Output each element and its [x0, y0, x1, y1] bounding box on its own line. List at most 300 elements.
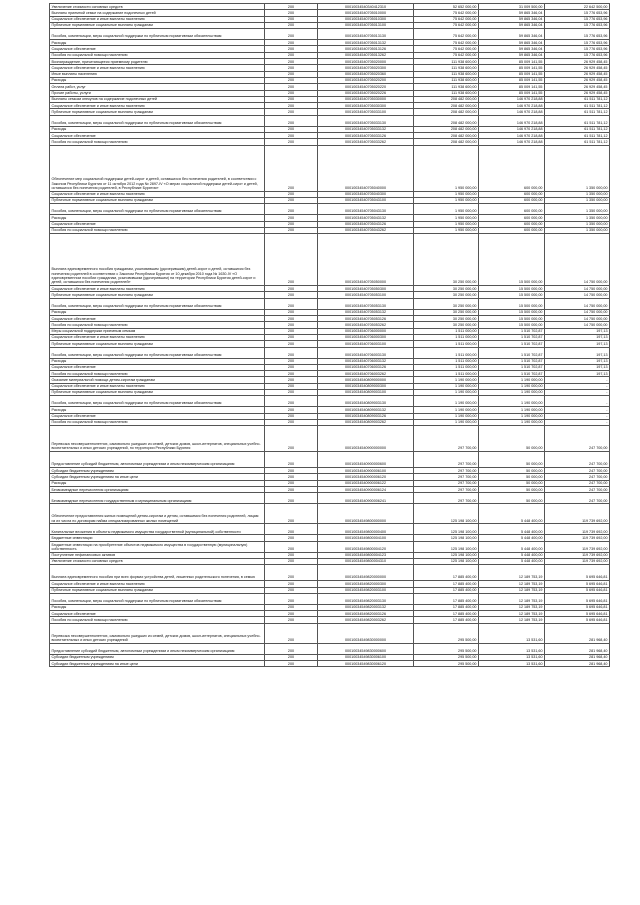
row-approved-amount-cell: 17 885 400,00 — [414, 581, 479, 587]
row-code-cell: 200 — [265, 426, 318, 452]
row-name-cell: Публичные нормативные социальные выплаты гражданам — [50, 22, 265, 28]
row-classification-cell: 00010034540705050300 — [318, 286, 414, 292]
row-classification-cell: 00010034540900006241 — [318, 493, 414, 504]
row-code-cell: 200 — [265, 383, 318, 389]
row-classification-cell: 00010034549820003132 — [318, 604, 414, 610]
row-unexecuted-amount-cell: 281 968,40 — [545, 623, 610, 643]
row-executed-amount-cell: 13 531,60 — [479, 623, 545, 643]
row-unexecuted-amount-cell: 15 776 653,96 — [545, 22, 610, 28]
row-name-cell: Социальное обеспечение и иные выплаты населению — [50, 16, 265, 22]
row-executed-amount-cell: 13 531,60 — [479, 654, 545, 660]
table-row — [50, 643, 610, 654]
row-classification-cell: 00010034549820003130 — [318, 593, 414, 604]
row-name-cell: Расходы — [50, 480, 265, 486]
row-unexecuted-amount-cell: 1 350 000,00 — [545, 227, 610, 233]
row-name-cell: Социальное обеспечение и иные выплаты населению — [50, 581, 265, 587]
row-executed-amount-cell: 15 500 000,00 — [479, 309, 545, 315]
row-name-cell: Перевозка несовершеннолетних, самовольно ушедших из семей, детских домов, школ-интернатов, специальных учебно-воспитательных и иных детских учреждений, по территории Республики Бурятия — [50, 426, 265, 452]
row-unexecuted-amount-cell: 14 750 000,00 — [545, 322, 610, 328]
row-approved-amount-cell: 125 198 100,00 — [414, 541, 479, 552]
row-executed-amount-cell: 600 000,00 — [479, 221, 545, 227]
row-name-cell: Пособия, компенсации, меры социальной поддержки по публичным нормативным обязательствам — [50, 204, 265, 215]
row-name-cell: Расходы — [50, 77, 265, 83]
row-approved-amount-cell: 297 700,00 — [414, 493, 479, 504]
row-executed-amount-cell: 5 448 400,00 — [479, 552, 545, 558]
row-name-cell: Субсидии бюджетным учреждениям — [50, 468, 265, 474]
row-name-cell: Пособия по социальной помощи населению — [50, 419, 265, 425]
row-code-cell: 200 — [265, 617, 318, 623]
table-row — [50, 565, 610, 581]
row-unexecuted-amount-cell: 15 776 653,96 — [545, 10, 610, 16]
row-name-cell: Пособия по социальной помощи населению — [50, 371, 265, 377]
row-executed-amount-cell: 50 000,00 — [479, 480, 545, 486]
row-approved-amount-cell: 1 190 000,00 — [414, 396, 479, 407]
row-name-cell: Бюджетные инвестиции — [50, 535, 265, 541]
row-executed-amount-cell: 1 190 000,00 — [479, 383, 545, 389]
row-classification-cell: 00010034540705040300 — [318, 191, 414, 197]
row-unexecuted-amount-cell: 247 700,00 — [545, 480, 610, 486]
row-classification-cell: 00010034540706003100 — [318, 341, 414, 347]
row-approved-amount-cell: 208 482 000,00 — [414, 139, 479, 145]
row-classification-cell: 00010034540900006100 — [318, 468, 414, 474]
row-unexecuted-amount-cell: 247 700,00 — [545, 452, 610, 468]
row-executed-amount-cell: 50 000,00 — [479, 474, 545, 480]
row-approved-amount-cell: 17 885 400,00 — [414, 604, 479, 610]
row-approved-amount-cell: 1 511 000,00 — [414, 334, 479, 340]
row-code-cell: 200 — [265, 419, 318, 425]
row-unexecuted-amount-cell: 26 929 458,45 — [545, 65, 610, 71]
row-name-cell: Расходы — [50, 407, 265, 413]
row-approved-amount-cell: 208 482 000,00 — [414, 115, 479, 126]
row-executed-amount-cell: 59 865 346,04 — [479, 10, 545, 16]
row-approved-amount-cell: 17 885 400,00 — [414, 611, 479, 617]
row-name-cell: Увеличение стоимости основных средств — [50, 4, 265, 10]
row-approved-amount-cell: 297 700,00 — [414, 487, 479, 493]
row-approved-amount-cell: 208 482 000,00 — [414, 103, 479, 109]
row-executed-amount-cell: 59 865 346,04 — [479, 22, 545, 28]
row-approved-amount-cell: 75 642 000,00 — [414, 10, 479, 16]
row-classification-cell: 00010034549830000000 — [318, 623, 414, 643]
row-code-cell: 200 — [265, 558, 318, 564]
row-name-cell: Социальное обеспечение — [50, 133, 265, 139]
row-executed-amount-cell: 1 510 702,87 — [479, 364, 545, 370]
row-unexecuted-amount-cell: 197,13 — [545, 341, 610, 347]
row-code-cell: 200 — [265, 565, 318, 581]
row-code-cell: 200 — [265, 71, 318, 77]
row-code-cell: 200 — [265, 552, 318, 558]
row-code-cell: 200 — [265, 227, 318, 233]
row-classification-cell: 00010034540705043130 — [318, 204, 414, 215]
row-unexecuted-amount-cell: - — [545, 419, 610, 425]
row-name-cell: Прочие работы, услуги — [50, 90, 265, 96]
row-classification-cell: 00010034549800004310 — [318, 558, 414, 564]
row-approved-amount-cell: 297 700,00 — [414, 474, 479, 480]
row-unexecuted-amount-cell: 119 739 692,00 — [545, 552, 610, 558]
row-approved-amount-cell: 111 938 600,00 — [414, 84, 479, 90]
row-classification-cell: 00010034549800000000 — [318, 504, 414, 524]
row-executed-amount-cell: 146 970 218,88 — [479, 139, 545, 145]
row-unexecuted-amount-cell: 14 750 000,00 — [545, 292, 610, 298]
row-executed-amount-cell: 15 500 000,00 — [479, 322, 545, 328]
row-name-cell: Перевозка несовершеннолетних, самовольно ушедших из семей, детских домов, школ-интернатов, специальных учебно-воспитательных и иных детских учреждений — [50, 623, 265, 643]
row-code-cell: 200 — [265, 109, 318, 115]
row-classification-cell: 00010034540706000000 — [318, 328, 414, 334]
row-executed-amount-cell: 146 970 218,88 — [479, 103, 545, 109]
row-executed-amount-cell: 50 000,00 — [479, 468, 545, 474]
row-code-cell: 200 — [265, 581, 318, 587]
row-unexecuted-amount-cell: 247 700,00 — [545, 468, 610, 474]
row-code-cell: 200 — [265, 480, 318, 486]
row-name-cell: Пособия по социальной помощи населению — [50, 139, 265, 145]
row-approved-amount-cell: 17 885 400,00 — [414, 617, 479, 623]
table-row — [50, 504, 610, 524]
table-row — [50, 145, 610, 191]
row-code-cell: 200 — [265, 643, 318, 654]
row-name-cell: Пособия по социальной помощи населению — [50, 617, 265, 623]
row-executed-amount-cell: 15 500 000,00 — [479, 286, 545, 292]
row-code-cell: 200 — [265, 604, 318, 610]
row-classification-cell: 00010034549830000600 — [318, 643, 414, 654]
row-executed-amount-cell: 600 000,00 — [479, 215, 545, 221]
row-name-cell: Расходы — [50, 126, 265, 132]
row-unexecuted-amount-cell: 61 511 781,12 — [545, 115, 610, 126]
row-name-cell: Социальное обеспечение и иные выплаты населению — [50, 334, 265, 340]
row-unexecuted-amount-cell: 26 929 458,45 — [545, 90, 610, 96]
table-row — [50, 623, 610, 643]
row-approved-amount-cell: 75 642 000,00 — [414, 40, 479, 46]
row-classification-cell: 00010034540705053262 — [318, 322, 414, 328]
row-code-cell: 200 — [265, 221, 318, 227]
row-name-cell: Социальное обеспечение и иные выплаты населению — [50, 191, 265, 197]
row-classification-cell: 00010034540705053100 — [318, 292, 414, 298]
row-name-cell: Социальное обеспечение и иные выплаты населению — [50, 103, 265, 109]
row-executed-amount-cell: 50 000,00 — [479, 452, 545, 468]
row-approved-amount-cell: 30 250 000,00 — [414, 298, 479, 309]
row-classification-cell: 00010034540706000300 — [318, 334, 414, 340]
row-name-cell: Субсидии бюджетным учреждениям — [50, 654, 265, 660]
row-unexecuted-amount-cell: 1 350 000,00 — [545, 191, 610, 197]
row-unexecuted-amount-cell: 247 700,00 — [545, 426, 610, 452]
row-executed-amount-cell: 146 970 218,88 — [479, 126, 545, 132]
row-classification-cell: 00010034549800004120 — [318, 541, 414, 552]
row-executed-amount-cell: 59 865 346,04 — [479, 16, 545, 22]
row-code-cell: 200 — [265, 377, 318, 383]
row-approved-amount-cell: 1 190 000,00 — [414, 389, 479, 395]
row-code-cell: 200 — [265, 40, 318, 46]
row-classification-cell: 00010034540705020226 — [318, 90, 414, 96]
row-code-cell: 200 — [265, 347, 318, 358]
row-unexecuted-amount-cell: 5 695 646,81 — [545, 617, 610, 623]
row-code-cell: 200 — [265, 145, 318, 191]
row-classification-cell: 00010034549830006120 — [318, 661, 414, 667]
row-classification-cell: 00010034549800004100 — [318, 535, 414, 541]
row-name-cell: Публичные нормативные социальные выплаты гражданам — [50, 292, 265, 298]
row-approved-amount-cell: 1 511 000,00 — [414, 364, 479, 370]
row-approved-amount-cell: 1 511 000,00 — [414, 371, 479, 377]
row-name-cell: Выплаты приемной семье на содержание подопечных детей — [50, 10, 265, 16]
row-executed-amount-cell: 12 189 753,19 — [479, 581, 545, 587]
row-unexecuted-amount-cell: 26 929 458,45 — [545, 71, 610, 77]
row-classification-cell: 00010034540705020300 — [318, 65, 414, 71]
row-executed-amount-cell: 600 000,00 — [479, 145, 545, 191]
row-name-cell: Поступление нефинансовых активов — [50, 552, 265, 558]
row-approved-amount-cell: 17 885 400,00 — [414, 587, 479, 593]
row-executed-amount-cell: 13 531,60 — [479, 643, 545, 654]
row-code-cell: 200 — [265, 204, 318, 215]
row-classification-cell: 00010034540705013130 — [318, 29, 414, 40]
row-classification-cell: 00010034540705010300 — [318, 16, 414, 22]
row-code-cell: 200 — [265, 191, 318, 197]
row-executed-amount-cell: 15 500 000,00 — [479, 234, 545, 286]
row-name-cell: Социальное обеспечение и иные выплаты населению — [50, 286, 265, 292]
row-name-cell: Публичные нормативные социальные выплаты гражданам — [50, 587, 265, 593]
row-classification-cell: 00010034540705020360 — [318, 71, 414, 77]
row-executed-amount-cell: 1 510 702,87 — [479, 347, 545, 358]
row-unexecuted-amount-cell: 197,13 — [545, 328, 610, 334]
row-name-cell: Оказание материальной помощи детям-сиротам гражданам — [50, 377, 265, 383]
row-classification-cell: 00010034549830006100 — [318, 654, 414, 660]
row-name-cell: Социальное обеспечение — [50, 413, 265, 419]
row-executed-amount-cell: 15 500 000,00 — [479, 298, 545, 309]
row-name-cell: Иные выплаты населению — [50, 71, 265, 77]
row-approved-amount-cell: 125 198 100,00 — [414, 504, 479, 524]
row-code-cell: 200 — [265, 611, 318, 617]
table-row — [50, 493, 610, 504]
row-classification-cell: 00010034540705013126 — [318, 46, 414, 52]
row-name-cell: Пособия по социальной помощи населению — [50, 52, 265, 58]
row-approved-amount-cell: 125 198 100,00 — [414, 558, 479, 564]
row-code-cell: 200 — [265, 452, 318, 468]
row-code-cell: 200 — [265, 341, 318, 347]
row-unexecuted-amount-cell: 14 750 000,00 — [545, 316, 610, 322]
row-unexecuted-amount-cell: 26 929 458,45 — [545, 84, 610, 90]
row-unexecuted-amount-cell: 5 695 646,81 — [545, 587, 610, 593]
row-name-cell: Расходы — [50, 358, 265, 364]
row-approved-amount-cell: 295 500,00 — [414, 661, 479, 667]
row-classification-cell: 00010034540705030300 — [318, 103, 414, 109]
row-classification-cell: 00010034540705033262 — [318, 139, 414, 145]
row-code-cell: 200 — [265, 96, 318, 102]
row-executed-amount-cell: 59 865 346,04 — [479, 29, 545, 40]
table-row — [50, 426, 610, 452]
table-row — [50, 298, 610, 309]
row-classification-cell: 00010034540705020200 — [318, 77, 414, 83]
row-code-cell: 200 — [265, 661, 318, 667]
row-name-cell: Пособия по социальной помощи населению — [50, 322, 265, 328]
row-code-cell: 200 — [265, 468, 318, 474]
row-executed-amount-cell: 59 865 346,04 — [479, 40, 545, 46]
row-approved-amount-cell: 75 642 000,00 — [414, 16, 479, 22]
row-classification-cell: 00010034549820003126 — [318, 611, 414, 617]
row-unexecuted-amount-cell: 197,13 — [545, 334, 610, 340]
row-name-cell: Выплата единовременного пособия гражданам, усыновившим (удочерившим) детей-сирот и детей, оставшихся без попечения родителей в соответствии с Законом Республики Бурятия от 10 декабря 2010 года № 1630-IV «О единовременном пособии гражданам, усыновившим (удочерившим) на территории Республики Бурятия детей-сирот и детей, оставшихся без попечения родителей» — [50, 234, 265, 286]
row-unexecuted-amount-cell: - — [545, 396, 610, 407]
row-unexecuted-amount-cell: 119 739 692,00 — [545, 541, 610, 552]
row-code-cell: 200 — [265, 197, 318, 203]
row-classification-cell: 00010034540706003262 — [318, 371, 414, 377]
row-name-cell: Публичные нормативные социальные выплаты гражданам — [50, 389, 265, 395]
row-unexecuted-amount-cell: 247 700,00 — [545, 474, 610, 480]
row-code-cell: 200 — [265, 334, 318, 340]
row-code-cell: 200 — [265, 103, 318, 109]
row-unexecuted-amount-cell: 14 750 000,00 — [545, 286, 610, 292]
row-executed-amount-cell: 1 190 000,00 — [479, 413, 545, 419]
row-classification-cell: 00010034540705013262 — [318, 52, 414, 58]
row-classification-cell: 00010034540900006122 — [318, 480, 414, 486]
row-code-cell: 200 — [265, 407, 318, 413]
row-code-cell: 200 — [265, 593, 318, 604]
row-code-cell: 200 — [265, 126, 318, 132]
row-classification-cell: 00010034540809000000 — [318, 377, 414, 383]
row-name-cell: Расходы — [50, 215, 265, 221]
row-executed-amount-cell: 12 189 753,19 — [479, 587, 545, 593]
row-unexecuted-amount-cell: 14 750 000,00 — [545, 298, 610, 309]
row-code-cell: 200 — [265, 65, 318, 71]
row-executed-amount-cell: 85 009 141,55 — [479, 65, 545, 71]
row-code-cell: 200 — [265, 286, 318, 292]
row-unexecuted-amount-cell: 281 968,40 — [545, 654, 610, 660]
row-approved-amount-cell: 125 198 100,00 — [414, 535, 479, 541]
row-unexecuted-amount-cell: 5 695 646,81 — [545, 565, 610, 581]
row-unexecuted-amount-cell: 15 776 653,96 — [545, 52, 610, 58]
row-approved-amount-cell: 30 250 000,00 — [414, 316, 479, 322]
row-executed-amount-cell: 5 448 400,00 — [479, 558, 545, 564]
row-code-cell: 200 — [265, 474, 318, 480]
row-classification-cell: 00010034540705033130 — [318, 115, 414, 126]
row-unexecuted-amount-cell: 197,13 — [545, 364, 610, 370]
row-code-cell: 200 — [265, 396, 318, 407]
row-classification-cell: 00010034549800000400 — [318, 524, 414, 535]
row-approved-amount-cell: 1 950 000,00 — [414, 215, 479, 221]
row-name-cell: Социальное обеспечение — [50, 364, 265, 370]
row-classification-cell: 00010034540706003132 — [318, 358, 414, 364]
row-name-cell: Социальное обеспечение — [50, 46, 265, 52]
row-name-cell: Пособия, компенсации, меры социальной поддержки по публичным нормативным обязательствам — [50, 396, 265, 407]
row-unexecuted-amount-cell: 1 350 000,00 — [545, 197, 610, 203]
row-executed-amount-cell: 1 190 000,00 — [479, 419, 545, 425]
row-name-cell: Социальное обеспечение и иные выплаты населению — [50, 383, 265, 389]
table-row — [50, 593, 610, 604]
row-classification-cell: 00010034540705043126 — [318, 221, 414, 227]
row-code-cell: 200 — [265, 504, 318, 524]
row-classification-cell: 00010034540340412310 — [318, 4, 414, 10]
row-approved-amount-cell: 297 700,00 — [414, 452, 479, 468]
row-executed-amount-cell: 5 448 400,00 — [479, 535, 545, 541]
row-code-cell: 200 — [265, 215, 318, 221]
row-executed-amount-cell: 50 000,00 — [479, 426, 545, 452]
row-executed-amount-cell: 600 000,00 — [479, 227, 545, 233]
row-classification-cell: 00010034549820000000 — [318, 565, 414, 581]
row-name-cell: Обеспечение мер социальной поддержки детей-сирот и детей, оставшихся без попечения родителей, в соответствии с Законом Республики Бурятия от 11 октября 2012 года № 2897-IV «О мерах социальной поддержки детей-сирот и детей, оставшихся без попечения родителей, в Республике Бурятия» — [50, 145, 265, 191]
row-executed-amount-cell: 5 448 400,00 — [479, 541, 545, 552]
row-unexecuted-amount-cell: 15 776 653,96 — [545, 46, 610, 52]
row-executed-amount-cell: 1 510 702,87 — [479, 371, 545, 377]
row-classification-cell: 00010034540900006124 — [318, 487, 414, 493]
row-unexecuted-amount-cell: 22 642 500,00 — [545, 4, 610, 10]
row-executed-amount-cell: 85 009 141,55 — [479, 59, 545, 65]
row-unexecuted-amount-cell: 15 776 653,96 — [545, 29, 610, 40]
row-approved-amount-cell: 75 642 000,00 — [414, 22, 479, 28]
row-classification-cell: 00010034540809003132 — [318, 407, 414, 413]
row-unexecuted-amount-cell: 61 511 781,12 — [545, 126, 610, 132]
row-name-cell: Социальное обеспечение — [50, 221, 265, 227]
row-approved-amount-cell: 75 642 000,00 — [414, 29, 479, 40]
row-unexecuted-amount-cell: 197,13 — [545, 347, 610, 358]
row-unexecuted-amount-cell: 247 700,00 — [545, 493, 610, 504]
row-executed-amount-cell: 31 009 500,00 — [479, 4, 545, 10]
row-name-cell: Капитальные вложения в объекты недвижимого имущества государственной (муниципальной) собственности — [50, 524, 265, 535]
row-executed-amount-cell: 1 510 702,87 — [479, 358, 545, 364]
row-code-cell: 200 — [265, 654, 318, 660]
row-executed-amount-cell: 13 531,60 — [479, 661, 545, 667]
row-code-cell: 200 — [265, 535, 318, 541]
row-unexecuted-amount-cell: 61 511 781,12 — [545, 96, 610, 102]
row-unexecuted-amount-cell: 119 739 692,00 — [545, 504, 610, 524]
row-approved-amount-cell: 30 250 000,00 — [414, 286, 479, 292]
row-code-cell: 200 — [265, 322, 318, 328]
budget-execution-table — [49, 3, 610, 667]
row-code-cell: 200 — [265, 22, 318, 28]
row-code-cell: 200 — [265, 29, 318, 40]
row-code-cell: 200 — [265, 413, 318, 419]
row-approved-amount-cell: 111 938 600,00 — [414, 90, 479, 96]
row-unexecuted-amount-cell: 61 511 781,12 — [545, 133, 610, 139]
row-approved-amount-cell: 111 938 600,00 — [414, 71, 479, 77]
row-approved-amount-cell: 208 482 000,00 — [414, 133, 479, 139]
row-approved-amount-cell: 30 250 000,00 — [414, 234, 479, 286]
row-name-cell: Выплаты семьям опекунов на содержание подопечных детей — [50, 96, 265, 102]
row-unexecuted-amount-cell: 5 695 646,81 — [545, 604, 610, 610]
row-code-cell: 200 — [265, 541, 318, 552]
row-executed-amount-cell: 12 189 753,19 — [479, 617, 545, 623]
row-unexecuted-amount-cell: 61 511 781,12 — [545, 103, 610, 109]
row-approved-amount-cell: 1 950 000,00 — [414, 204, 479, 215]
row-approved-amount-cell: 30 250 000,00 — [414, 309, 479, 315]
row-executed-amount-cell: 146 970 218,88 — [479, 133, 545, 139]
row-classification-cell: 00010034540706003126 — [318, 364, 414, 370]
row-executed-amount-cell: 146 970 218,88 — [479, 115, 545, 126]
row-executed-amount-cell: 600 000,00 — [479, 197, 545, 203]
row-name-cell: Обеспечение предоставления жилых помещений детям-сиротам и детям, оставшимся без попечения родителей, лицам из их числа по договорам найма специализированных жилых помещений — [50, 504, 265, 524]
row-name-cell: Безвозмездные перечисления организациям — [50, 487, 265, 493]
row-name-cell: Расходы — [50, 40, 265, 46]
row-classification-cell: 00010034540900000600 — [318, 452, 414, 468]
row-name-cell: Пособия, компенсации, меры социальной поддержки по публичным нормативным обязательствам — [50, 29, 265, 40]
row-approved-amount-cell: 75 642 000,00 — [414, 52, 479, 58]
table-row — [50, 661, 610, 667]
row-code-cell: 200 — [265, 298, 318, 309]
row-code-cell: 200 — [265, 46, 318, 52]
row-classification-cell: 00010034540705020000 — [318, 59, 414, 65]
table-row — [50, 396, 610, 407]
row-unexecuted-amount-cell: 14 750 000,00 — [545, 234, 610, 286]
row-classification-cell: 00010034540809003130 — [318, 396, 414, 407]
row-name-cell: Вознаграждение, причитающееся приемному родителю — [50, 59, 265, 65]
row-executed-amount-cell: 50 000,00 — [479, 493, 545, 504]
row-name-cell: Пособия по социальной помощи населению — [50, 227, 265, 233]
row-executed-amount-cell: 15 500 000,00 — [479, 316, 545, 322]
row-name-cell: Социальное обеспечение — [50, 316, 265, 322]
row-code-cell: 200 — [265, 59, 318, 65]
row-unexecuted-amount-cell: - — [545, 413, 610, 419]
row-unexecuted-amount-cell: 119 739 692,00 — [545, 558, 610, 564]
row-name-cell: Увеличение стоимости основных средств — [50, 558, 265, 564]
row-unexecuted-amount-cell: 15 776 653,96 — [545, 16, 610, 22]
table-row — [50, 115, 610, 126]
row-executed-amount-cell: 5 448 400,00 — [479, 524, 545, 535]
row-name-cell: Предоставление субсидий бюджетным, автономным учреждениям и иным некоммерческим организациям — [50, 643, 265, 654]
row-name-cell: Выплата единовременного пособия при всех формах устройства детей, лишенных родительского попечения, в семью — [50, 565, 265, 581]
